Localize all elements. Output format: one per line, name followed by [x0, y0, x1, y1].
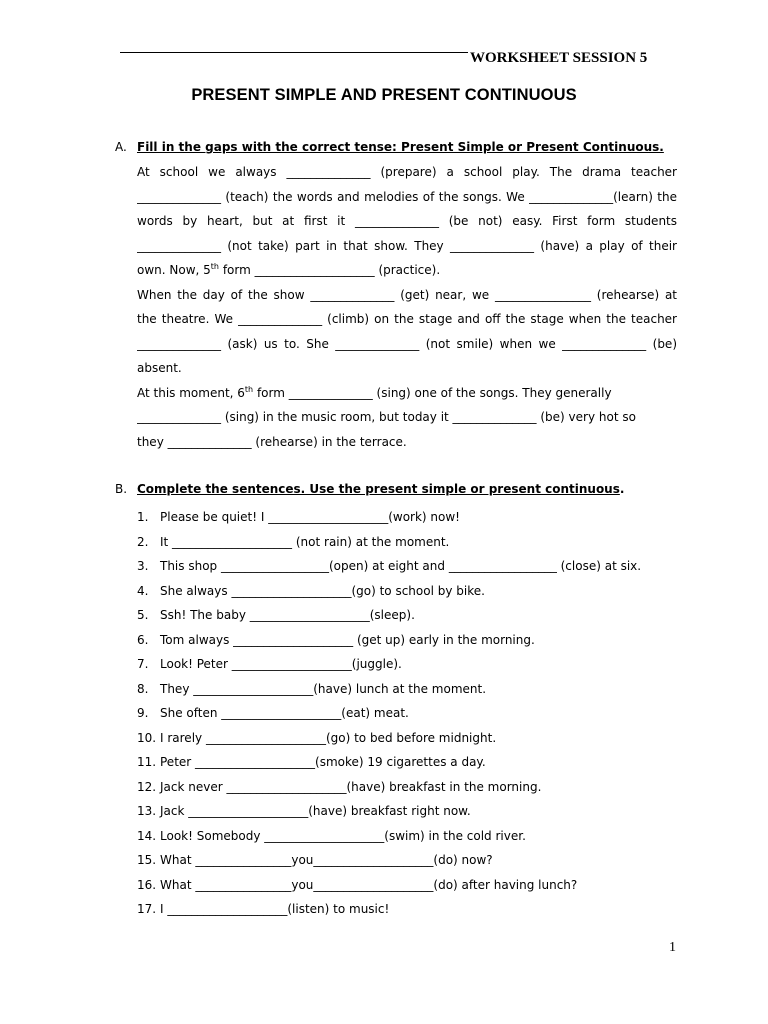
paragraph-text: form ______________ (sing) one of the songs. They generally — [253, 385, 612, 400]
exercise-text: Look! Peter ____________________(juggle). — [160, 657, 402, 671]
paragraph-line — [137, 258, 677, 283]
paragraph-line: the theatre. We ______________ (climb) on the stage and off the stage when the teacher — [137, 312, 677, 326]
exercise-number: 6. — [137, 632, 149, 647]
section-a-header — [0, 140, 768, 160]
exercise-text: What ________________you____________________(do) after having lunch? — [160, 877, 578, 892]
page-title: PRESENT SIMPLE AND PRESENT CONTINUOUS — [191, 86, 577, 104]
exercise-number: 15. — [137, 853, 157, 867]
exercise-text: It ____________________ (not rain) at the moment. — [160, 534, 450, 549]
exercise-text: Tom always ____________________ (get up) early in the morning. — [160, 632, 535, 647]
section-a-letter: A. — [115, 140, 127, 154]
exercise-number: 14. — [137, 828, 157, 843]
ordinal-suffix: th — [210, 262, 220, 271]
section-b-instruction-text: Complete the sentences. Use the present simple or present continuous — [137, 482, 620, 496]
exercise-number: 12. — [137, 779, 157, 794]
exercise-number: 16. — [137, 877, 157, 892]
exercise-number: 11. — [137, 755, 157, 769]
exercise-number: 9. — [137, 706, 149, 720]
exercise-text: She always ____________________(go) to school by bike. — [160, 583, 485, 598]
exercise-text: Please be quiet! I ____________________(work) now! — [160, 510, 460, 524]
paragraph-line — [137, 381, 677, 406]
exercise-text: Jack ____________________(have) breakfast right now. — [160, 804, 471, 818]
exercise-number: 17. — [137, 902, 157, 916]
paragraph-line: absent. — [137, 361, 182, 375]
exercise-text: I rarely ____________________(go) to bed before midnight. — [160, 730, 497, 745]
exercise-number: 10. — [137, 730, 157, 745]
ordinal-suffix: th — [244, 384, 254, 394]
page-number: 1 — [669, 940, 676, 955]
paragraph-text: own. Now, 5 — [137, 263, 211, 277]
section-b-instruction-period: . — [619, 482, 625, 496]
name-underline — [120, 52, 468, 53]
exercise-number: 4. — [137, 583, 149, 598]
paragraph-line: ______________ (ask) us to. She ______________ (not smile) when we ______________ (be) — [137, 336, 677, 351]
section-a-instruction: Fill in the gaps with the correct tense: Present Simple or Present Continuous. — [137, 140, 664, 154]
paragraph-line: When the day of the show ______________ (get) near, we ________________ (rehearse) at — [137, 287, 677, 302]
paragraph-line: ______________ (teach) the words and melodies of the songs. We ______________(learn) the — [137, 189, 677, 204]
section-b-header — [0, 482, 768, 502]
exercise-number: 3. — [137, 559, 149, 573]
exercise-text: They ____________________(have) lunch at the moment. — [160, 681, 487, 696]
exercise-number: 8. — [137, 681, 149, 696]
paragraph-line: ______________ (sing) in the music room, but today it ______________ (be) very hot so — [137, 410, 636, 424]
worksheet-session-label: WORKSHEET SESSION 5 — [470, 50, 648, 66]
exercise-number: 1. — [137, 510, 149, 524]
paragraph-text: form ____________________ (practice). — [219, 263, 441, 277]
exercise-text: What ________________you____________________(do) now? — [160, 853, 493, 867]
exercise-number: 5. — [137, 608, 149, 622]
section-b-instruction — [137, 482, 624, 496]
exercise-text: I ____________________(listen) to music! — [160, 902, 390, 916]
exercise-text: Ssh! The baby ____________________(sleep). — [160, 608, 415, 622]
exercise-text: Peter ____________________(smoke) 19 cigarettes a day. — [160, 755, 486, 769]
paragraph-line: they ______________ (rehearse) in the terrace. — [137, 434, 407, 449]
exercise-text: This shop __________________(open) at eight and __________________ (close) at six. — [160, 559, 642, 573]
exercise-number: 7. — [137, 657, 149, 671]
section-a-paragraph — [137, 160, 677, 454]
exercise-number: 2. — [137, 534, 149, 549]
paragraph-line: At school we always ______________ (prepare) a school play. The drama teacher — [137, 165, 677, 179]
paragraph-line: words by heart, but at first it ______________ (be not) easy. First form students — [137, 214, 677, 228]
exercise-text: Look! Somebody ____________________(swim) in the cold river. — [160, 828, 526, 843]
paragraph-line: ______________ (not take) part in that show. They ______________ (have) a play of their — [137, 238, 677, 253]
section-b-letter: B. — [115, 482, 128, 496]
paragraph-text: At this moment, 6 — [137, 385, 245, 400]
exercise-text: Jack never ____________________(have) breakfast in the morning. — [160, 779, 542, 794]
exercise-number: 13. — [137, 804, 157, 818]
exercise-text: She often ____________________(eat) meat. — [160, 706, 409, 720]
